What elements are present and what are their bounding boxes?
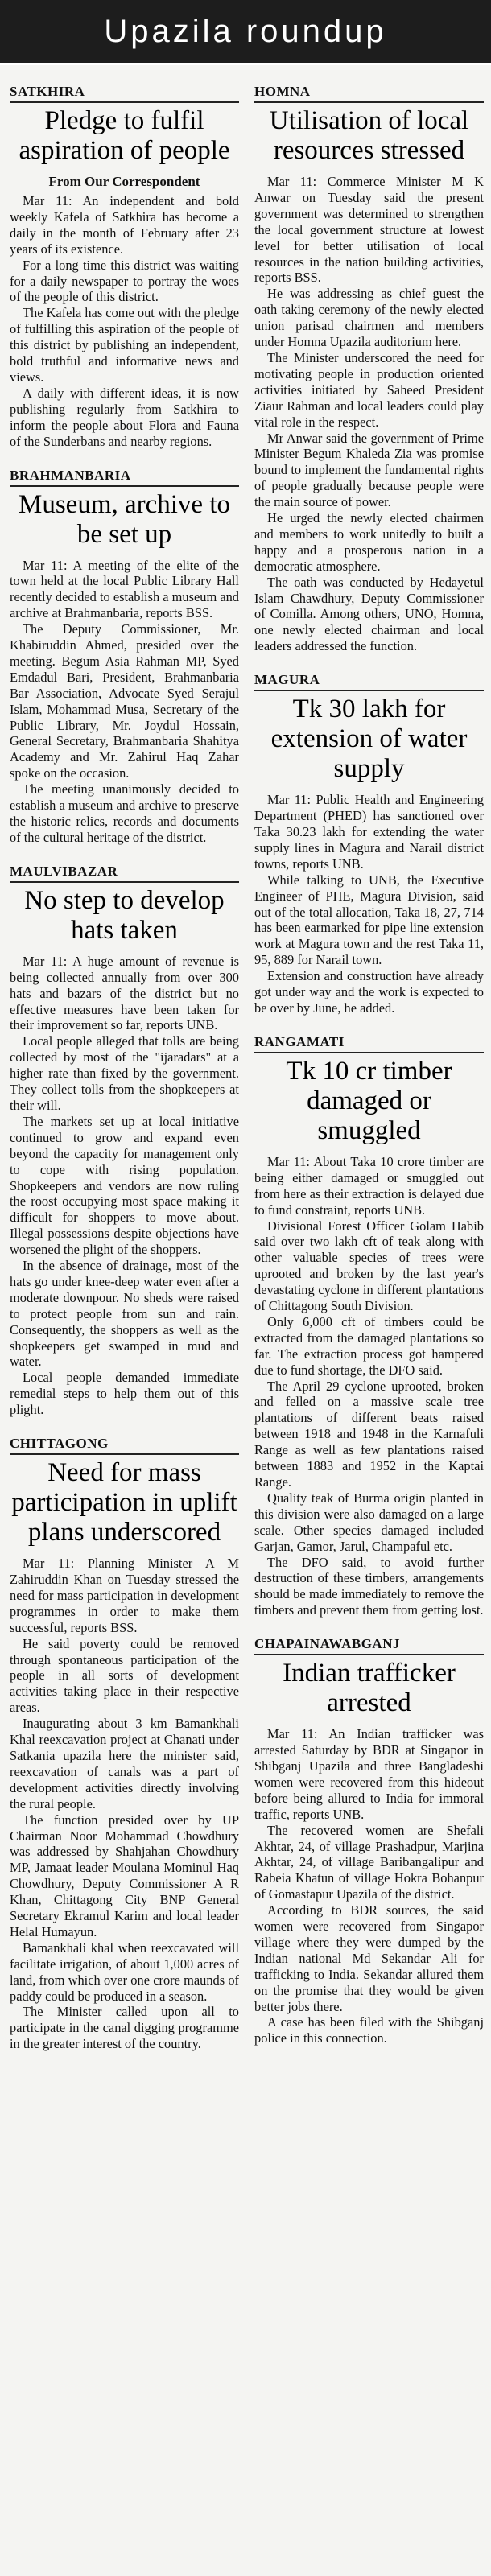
right-story-2 — [254, 1031, 484, 1618]
story-headline: Pledge to fulfil aspiration of people — [19, 106, 230, 165]
story-paragraph: Mar 11: A huge amount of revenue is being collected annually from over 300 hats and bazars of the district but no effective measures have been taken for their improvement so far, reports UNB. — [10, 953, 239, 1033]
story-paragraph: Only 6,000 cft of timbers could be extracted from the damaged plantations so far. The extraction process got hampered due to fund shortage, the DFO said. — [254, 1313, 484, 1378]
story-paragraph: A case has been filed with the Shibganj police in this connection. — [254, 2014, 484, 2046]
story-paragraph: He said poverty could be removed through spontaneous participation of the people in all sorts of development activities taking place in their respective areas. — [10, 1635, 239, 1716]
section-banner — [0, 0, 491, 65]
story-paragraph: Mr Anwar said the government of Prime Minister Begum Khaleda Zia was promise bound to implement the fundamental rights of people gradually because people were the main source of power. — [254, 430, 484, 510]
story-paragraph: The function presided over by UP Chairman Noor Mohammad Chowdhury was addressed by Shahjahan Chowdhury MP, Jamaat leader Moulana Mominul Haq Chowdhury, Deputy Commissioner A R Khan, Chittagong City BNP General Secretary Ekramul Karim and local leader Helal Humayun. — [10, 1811, 239, 1939]
story-headline: Tk 10 cr timber damaged or smuggled — [286, 1056, 452, 1145]
story-paragraph: The Deputy Commissioner, Mr. Khabiruddin Ahmed, presided over the meeting. Begum Asia Rahman MP, Syed Emdadul Bari, President, Brahmanbaria Bar Association, Advocate Syed Serajul Islam, Mohammad Musa, Secretary of the Public Library, Mr. Joydul Hossain, General Secretary, Brahmanbaria Shahitya Academy and Mr. Zahirul Haq Zahar spoke on the occasion. — [10, 621, 239, 781]
story-byline: From Our Correspondent — [48, 174, 200, 189]
story-dateline: CHITTAGONG — [10, 1432, 239, 1455]
story-paragraph: Bamankhali khal when reexcavated will facilitate irrigation, of about 1,000 acres of land, from which over one crore maunds of paddy could be produced in a season. — [10, 1939, 239, 2004]
story-headline: Need for mass participation in uplift plans underscored — [11, 1458, 237, 1548]
story-headline: Museum, archive to be set up — [18, 489, 231, 549]
story-dateline: SATKHIRA — [10, 80, 239, 103]
right-story-1 — [254, 669, 484, 1016]
right-story-0 — [254, 80, 484, 654]
story-dateline: MAGURA — [254, 669, 484, 691]
section-title: Upazila roundup — [104, 13, 387, 49]
left-story-0 — [10, 80, 239, 450]
story-paragraph: Mar 11: An Indian trafficker was arrested Saturday by BDR at Singapor in Shibganj Upazila and three Bangladeshi women were recovered from this hideout before being allured to India for immoral traffic, reports UNB. — [254, 1726, 484, 1822]
story-dateline: HOMNA — [254, 80, 484, 103]
story-paragraph: The Minister underscored the need for motivating people in production oriented activities initiated by Saheed President Ziaur Rahman and local leaders could play vital role in the respect. — [254, 349, 484, 430]
story-paragraph: Mar 11: Public Health and Engineering Department (PHED) has sanctioned over Taka 30.23 lakh for extending the water supply lines in Magura and Narail district towns, reports UNB. — [254, 792, 484, 872]
story-paragraph: The oath was conducted by Hedayetul Islam Chawdhury, Deputy Commissioner of Comilla. Among others, UNO, Homna, one newly elected chairman and local leaders addressed the function. — [254, 574, 484, 654]
story-paragraph: The meeting unanimously decided to establish a museum and archive to preserve the historic relics, records and documents of the cultural heritage of the district. — [10, 781, 239, 845]
story-paragraph: Quality teak of Burma origin planted in this division were also damaged on a large scale. Other species damaged included Garjan, Gamor, Jarul, Champaful etc. — [254, 1490, 484, 1554]
story-paragraph: The April 29 cyclone uprooted, broken and felled on a massive scale tree plantations of different beats raised between 1918 and 1948 in the Karnafuli Range as well as few plantations raised between 1883 and 1952 in the Kaptai Range. — [254, 1378, 484, 1490]
story-paragraph: Extension and construction have already got under way and the work is expected to be over by June, he added. — [254, 968, 484, 1016]
story-paragraph: While talking to UNB, the Executive Engineer of PHE, Magura Division, said out of the total allocation, Taka 18, 27, 714 has been earmarked for pipe line extension work at Magura town and the rest Taka 11, 95, 889 for Narail town. — [254, 872, 484, 968]
story-headline: Tk 30 lakh for extension of water supply — [270, 694, 468, 784]
column-divider — [245, 80, 246, 2563]
story-paragraph: He was addressing as chief guest the oath taking ceremony of the newly elected union parisad chairmen and members under Homna Upazila auditorium here. — [254, 286, 484, 350]
story-paragraph: Divisional Forest Officer Golam Habib said over two lakh cft of teak along with other valuable species of trees were uprooted and broken by the last year's devastating cyclone in different plantations of Chittagong South Division. — [254, 1218, 484, 1314]
right-story-3 — [254, 1633, 484, 2046]
story-paragraph: The Kafela has come out with the pledge of fulfilling this aspiration of the people of this district by publishing an independent, bold truthful and informative news and views. — [10, 305, 239, 385]
story-paragraph: The recovered women are Shefali Akhtar, 24, of village Prashadpur, Marjina Akhtar, 24, of village Baribangalipur and Rabeia Khatun of village Hokra Bohanpur of Gomastapur Upazila of the district. — [254, 1822, 484, 1902]
story-paragraph: Mar 11: About Taka 10 crore timber are being either damaged or smuggled out from here as their extraction is delayed due to fund constraint, reports UNB. — [254, 1153, 484, 1218]
left-story-3 — [10, 1432, 239, 2052]
story-paragraph: Inaugurating about 3 km Bamankhali Khal reexcavation project at Chanati under Satkania upazila here the minister said, reexcavation of canals was a part of development activities directly involving the rural people. — [10, 1716, 239, 1811]
story-paragraph: Mar 11: Commerce Minister M K Anwar on Tuesday said the present government was determined to strengthen the local government structure at lowest level for better utilisation of local resources in the nation building activities, reports BSS. — [254, 174, 484, 286]
story-headline: No step to develop hats taken — [24, 885, 225, 945]
story-paragraph: A daily with different ideas, it is now publishing regularly from Satkhira to inform the people about Flora and Fauna of the Sunderbans and nearby regions. — [10, 385, 239, 449]
story-headline: Utilisation of local resources stressed — [269, 106, 469, 165]
story-paragraph: According to BDR sources, the said women were recovered from Singapor village where they were dumped by the Indian national Md Sekandar Ali for trafficking to India. Sekandar allured them on the promise that they would be given better jobs there. — [254, 1902, 484, 2014]
left-column — [10, 80, 239, 2567]
story-dateline: MAULVIBAZAR — [10, 860, 239, 883]
left-story-2 — [10, 860, 239, 1418]
story-paragraph: Local people demanded immediate remedial steps to help them out of this plight. — [10, 1370, 239, 1418]
story-paragraph: In the absence of drainage, most of the hats go under knee-deep water even after a moderate downpour. No sheds were raised to protect people from sun and rain. Consequently, the shoppers as well as the shopkeepers get swamped in mud and water. — [10, 1258, 239, 1370]
story-paragraph: The markets set up at local initiative continued to grow and expand even beyond the capacity for management only to cope with rising population. Shopkeepers and vendors are now ruling the roost occupying most space making it difficult for shoppers to move about. Illegal possessions despite objections have worsened the plight of the shoppers. — [10, 1113, 239, 1258]
story-dateline: BRAHMANBARIA — [10, 464, 239, 487]
story-paragraph: The DFO said, to avoid further destruction of these timbers, arrangements should be made immediately to remove the timbers and prevent them from getting lost. — [254, 1554, 484, 1618]
story-paragraph: Mar 11: An independent and bold weekly Kafela of Satkhira has become a daily in the month of February after 23 years of its existence. — [10, 193, 239, 257]
story-paragraph: For a long time this district was waiting for a daily newspaper to portray the woes of the people of this district. — [10, 257, 239, 305]
story-headline: Indian trafficker arrested — [283, 1659, 456, 1718]
story-dateline: CHAPAINAWABGANJ — [254, 1633, 484, 1655]
story-paragraph: He urged the newly elected chairmen and members to work unitedly to built a happy and a prosperous nation in a democratic atmosphere. — [254, 510, 484, 574]
story-dateline: RANGAMATI — [254, 1031, 484, 1053]
right-column — [254, 80, 484, 2567]
story-paragraph: Local people alleged that tolls are being collected by most of the "ijaradars" at a higher rate than fixed by the government. They collect tolls from the shopkeepers at their will. — [10, 1033, 239, 1113]
story-paragraph: The Minister called upon all to participate in the canal digging programme in the greater interest of the country. — [10, 2004, 239, 2052]
story-paragraph: Mar 11: Planning Minister A M Zahiruddin Khan on Tuesday stressed the need for mass participation in development programmes in order to make them successful, reports BSS. — [10, 1556, 239, 1635]
story-paragraph: Mar 11: A meeting of the elite of the town held at the local Public Library Hall recently decided to establish a museum and archive at Brahmanbaria, reports BSS. — [10, 557, 239, 621]
left-story-1 — [10, 464, 239, 846]
